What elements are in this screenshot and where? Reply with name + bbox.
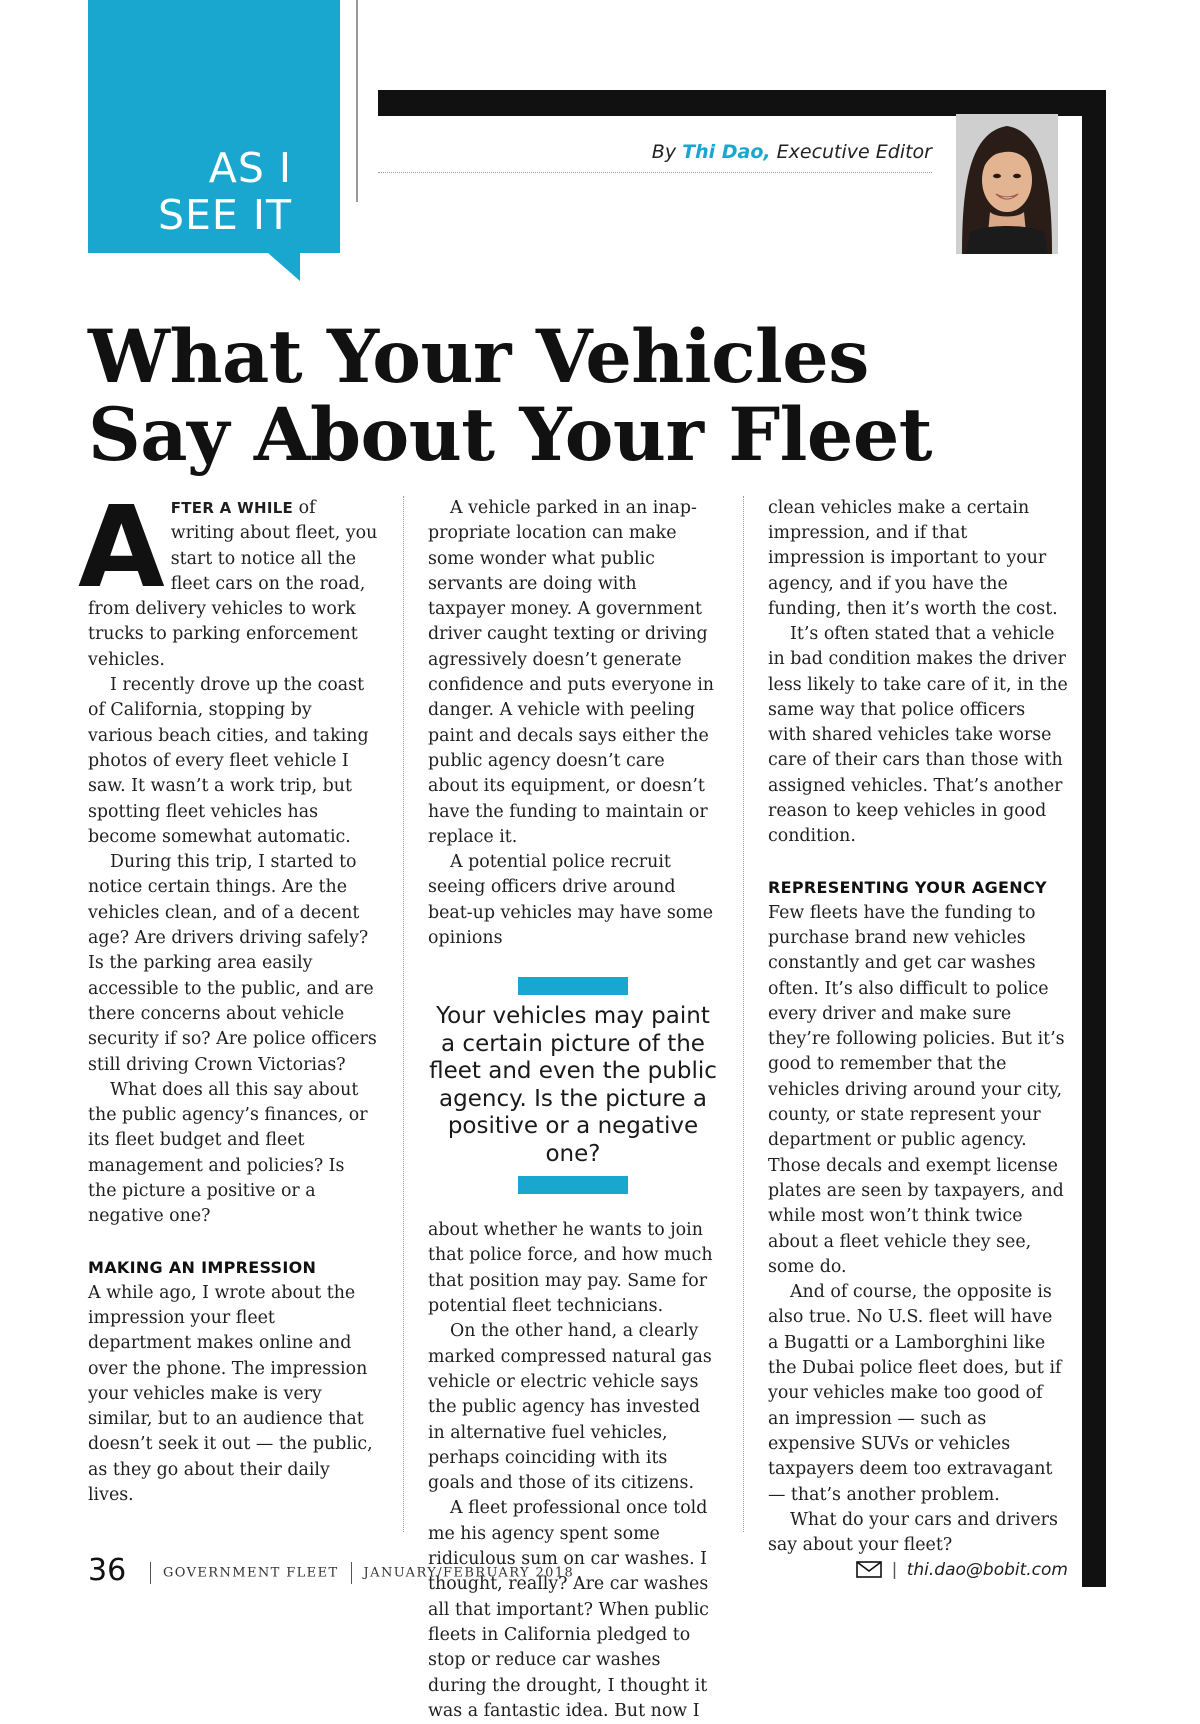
headline: What Your Vehicles Say About Your Fleet [88, 314, 933, 478]
pull-quote-bar [518, 977, 628, 995]
header-divider [356, 0, 358, 202]
article-paragraph: It’s often stated that a vehicle in bad condition makes the driver less likely to take care of it, in the same way that police officers with shared vehicles take worse care of their cars than those with assigned vehicles. That’s another reason to keep vehicles in good condition. [768, 624, 1068, 847]
article-paragraph: A while ago, I wrote about the impression your fleet department makes online and over the phone. The impression your vehicles make is very similar, but to an audience that doesn’t seek it out — the public, as they go about their daily lives. [88, 1282, 373, 1505]
author-name: Thi Dao, [682, 141, 771, 163]
article-paragraph: I recently drove up the coast of California, stopping by various beach cities, and taking photos of every fleet vehicle I saw. It wasn’t a work trip, but spotting fleet vehicles has become somewhat automatic. [88, 675, 369, 847]
section-tag-box [88, 0, 340, 253]
section-tag-pointer [268, 253, 300, 281]
author-email[interactable]: thi.dao@bobit.com [906, 1560, 1068, 1581]
page-number: 36 [88, 1553, 127, 1588]
frame-top-bar [378, 90, 1106, 116]
drop-cap: A [78, 483, 165, 613]
pull-quote-bar [518, 1176, 628, 1194]
pull-quote: Your vehicles may paint a certain picture of the fleet and even the public agency. Is the picture a positive or a negative one? [429, 1003, 717, 1167]
article-column-1 [78, 483, 378, 1508]
article-paragraph: What do your cars and drivers say about your fleet? [768, 1509, 1058, 1556]
article-paragraph: And of course, the opposite is also true. No U.S. fleet will have a Bugatti or a Lamborghini like the Dubai police fleet does, but if your vehicles make too good of an impression — such as expensive SUVs or vehicles taxpayers deem too extravagant — that’s another problem. [768, 1282, 1062, 1505]
article-paragraph: about whether he wants to join that police force, and how much that position may pay. Same for potential fleet technicians. [428, 1220, 713, 1317]
article-column-2 [428, 496, 718, 1724]
article-paragraph: Few fleets have the funding to purchase brand new vehicles constantly and get car washes often. It’s also difficult to police every driver and make sure they’re following policies. But it’s good to remember that the vehicles driving around your city, county, or state represent your department or public agency. Those decals and exempt license plates are seen by taxpayers, and while most won’t think twice about a fleet vehicle they see, some do. [768, 902, 1065, 1277]
envelope-icon [856, 1561, 882, 1586]
article-paragraph-continued: clean vehicles make a certain impression, and if that impression is important to your agency, and if you have the funding, then it’s worth the cost. [768, 497, 1058, 619]
lead-in: FTER A WHILE [170, 499, 294, 517]
email-signoff: | thi.dao@bobit.com [768, 1558, 1068, 1586]
article-paragraph: A fleet professional once told me his agency spent some ridiculous sum on car washes. I thought, really? Are car washes all that important? When public fleets in California pledged to stop or reduce car washes during the drought, I thought it was a fantastic idea. But now I [428, 1498, 709, 1721]
section-tag: AS I SEE IT [157, 144, 292, 239]
pull-quote-block [428, 977, 718, 1194]
byline: By Thi Dao, Executive Editor [651, 141, 932, 163]
article-paragraph: What does all this say about the public agency’s finances, or its fleet budget and fleet management and policies? Is the picture a positive or a negative one? [88, 1079, 368, 1227]
publication-name: GOVERNMENT FLEET [163, 1565, 339, 1581]
article-paragraph-continued: A vehicle parked in an inappropriate location can make some wonder what public servants are doing with taxpayer money. A government driver caught texting or driving agressively doesn’t generate confidence and puts everyone in danger. A vehicle with peeling paint and decals says either the public agency doesn’t care about its equipment, or doesn’t have the funding to maintain or replace it. [428, 498, 714, 847]
column-divider [743, 496, 744, 1532]
subheading: MAKING AN IMPRESSION [88, 1257, 317, 1277]
column-divider [403, 496, 404, 1532]
article-column-3 [768, 496, 1068, 1586]
footer-publication [138, 1562, 574, 1584]
author-photo [956, 114, 1058, 254]
article-paragraph: AFTER A WHILE of writing about fleet, you start to notice all the fleet cars on the road, from delivery vehicles to work trucks to parking enforcement vehicles. [78, 483, 378, 670]
byline-rule [378, 172, 932, 173]
issue-date: JANUARY/FEBRUARY 2018 [363, 1565, 575, 1581]
frame-right-bar [1082, 90, 1106, 1587]
article-paragraph: During this trip, I started to notice certain things. Are the vehicles clean, and of a decent age? Are drivers driving safely? Is the parking area easily accessible to the public, and are there concerns about vehicle security if so? Are police officers still driving Crown Victorias? [88, 852, 377, 1075]
article-paragraph: A potential police recruit seeing officers drive around beat-up vehicles may have some opinions [428, 852, 714, 948]
article-paragraph: On the other hand, a clearly marked compressed natural gas vehicle or electric vehicle says the public agency has invested in alternative fuel vehicles, perhaps coinciding with its goals and those of its citizens. [428, 1321, 712, 1494]
subheading: REPRESENTING YOUR AGENCY [768, 877, 1047, 897]
